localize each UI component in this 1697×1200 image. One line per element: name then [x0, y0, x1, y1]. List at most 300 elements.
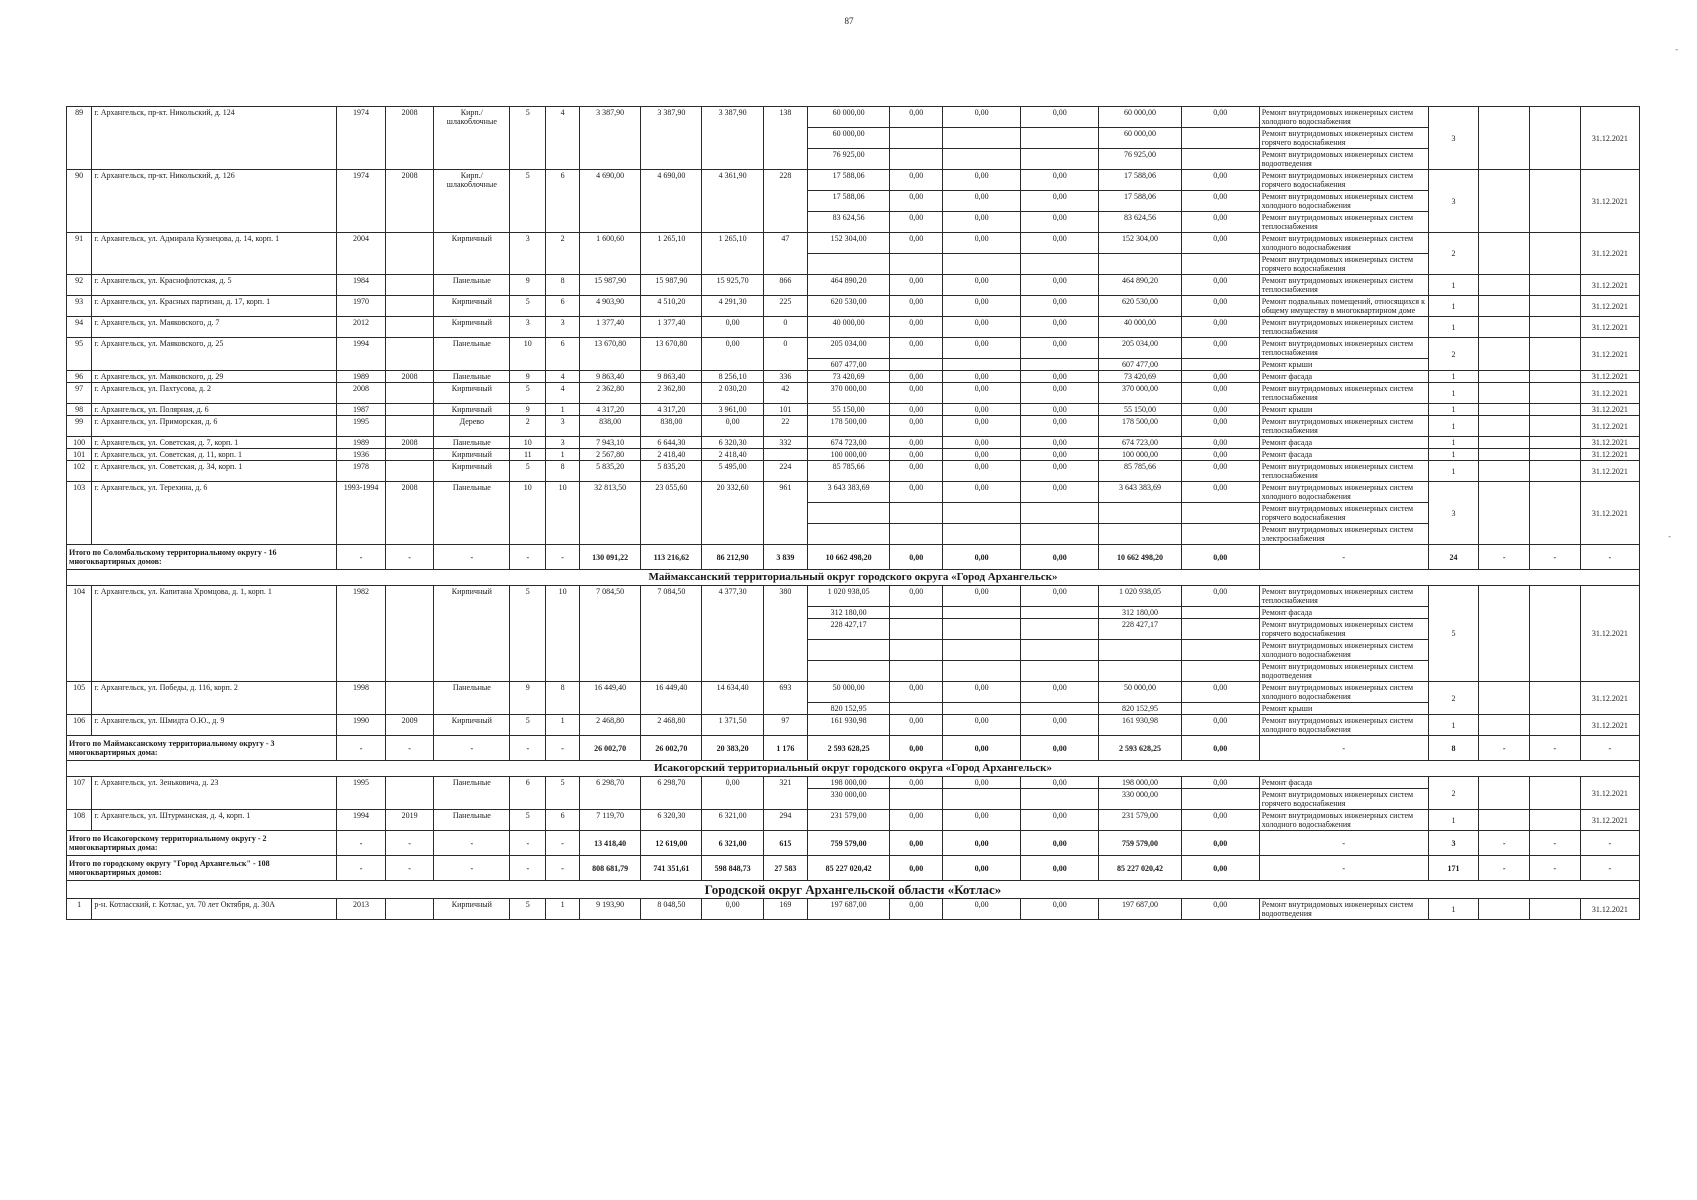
region-cell: 0,00	[943, 856, 1021, 881]
floors-cell: 10	[510, 338, 546, 371]
table-row	[67, 383, 1640, 404]
year-overhaul-cell	[385, 383, 434, 404]
region-cell: 0,00	[943, 191, 1021, 212]
entrances-cell: 4	[546, 383, 580, 404]
other-cell: 0,00	[1181, 404, 1259, 416]
table-row	[67, 715, 1640, 736]
municipal-cell: 0,00	[1021, 899, 1099, 920]
owners-cell: 607 477,00	[1099, 359, 1181, 371]
extra-cell	[1530, 416, 1581, 437]
row-number-cell: 93	[67, 296, 92, 317]
residents-cell: 224	[763, 461, 807, 482]
residents-cell: 1 176	[763, 736, 807, 761]
table-body	[67, 107, 1640, 920]
row-number-cell: 106	[67, 715, 92, 736]
table-row	[67, 777, 1640, 789]
floors-cell: 9	[510, 404, 546, 416]
municipal-cell: 0,00	[1021, 233, 1099, 254]
area-total-cell: 4 690,00	[580, 170, 641, 233]
work-count-cell: 1	[1428, 899, 1479, 920]
work-count-cell: 2	[1428, 233, 1479, 275]
deadline-cell: 31.12.2021	[1580, 810, 1639, 831]
region-cell: 0,00	[943, 449, 1021, 461]
work-count-cell: 5	[1428, 586, 1479, 682]
extra-cell	[1530, 296, 1581, 317]
area-private-cell: 6 320,30	[702, 437, 763, 449]
year-overhaul-cell	[385, 682, 434, 715]
region-cell: 0,00	[943, 212, 1021, 233]
year-built-cell: 1982	[337, 586, 386, 682]
area-private-cell: 3 387,90	[702, 107, 763, 170]
region-cell	[943, 359, 1021, 371]
region-cell: 0,00	[943, 233, 1021, 254]
area-private-cell: 5 495,00	[702, 461, 763, 482]
extra-cell	[1479, 682, 1530, 715]
address-cell: г. Архангельск, ул. Советская, д. 7, корп. 1	[92, 437, 337, 449]
extra-cell	[1530, 107, 1581, 170]
region-cell	[943, 703, 1021, 715]
table-row	[67, 170, 1640, 191]
scan-mark: -	[1675, 45, 1679, 55]
municipal-cell	[1021, 661, 1099, 682]
entrances-cell: 8	[546, 461, 580, 482]
work-count-cell: 1	[1428, 461, 1479, 482]
floors-cell: 5	[510, 586, 546, 682]
table-row	[67, 317, 1640, 338]
total-label-cell: Итого по Исакогорскому территориальному округу - 2 многоквартирных дома:	[67, 831, 337, 856]
work-type-cell: -	[1259, 831, 1428, 856]
row-number-cell: 105	[67, 682, 92, 715]
area-total-cell: 5 835,20	[580, 461, 641, 482]
extra-cell	[1479, 715, 1530, 736]
residents-cell: 47	[763, 233, 807, 275]
work-count-cell: 24	[1428, 545, 1479, 570]
wall-material-cell: Кирпичный	[434, 586, 510, 682]
address-cell: г. Архангельск, ул. Терехина, д. 6	[92, 482, 337, 545]
total-row	[67, 545, 1640, 570]
municipal-cell: 0,00	[1021, 170, 1099, 191]
fund-cell: 0,00	[890, 715, 943, 736]
cost-total-cell: 1 020 938,05	[808, 586, 890, 607]
dash-cell: -	[385, 831, 434, 856]
region-cell: 0,00	[943, 682, 1021, 703]
dash-cell: -	[434, 736, 510, 761]
work-type-cell: Ремонт фасада	[1259, 777, 1428, 789]
extra-cell	[1479, 233, 1530, 275]
region-cell	[943, 607, 1021, 619]
cost-total-cell: 820 152,95	[808, 703, 890, 715]
deadline-cell: 31.12.2021	[1580, 275, 1639, 296]
other-cell: 0,00	[1181, 338, 1259, 359]
deadline-cell: 31.12.2021	[1580, 461, 1639, 482]
year-built-cell: 1936	[337, 449, 386, 461]
municipal-cell: 0,00	[1021, 383, 1099, 404]
year-built-cell: 1998	[337, 682, 386, 715]
extra-cell	[1530, 383, 1581, 404]
address-cell: г. Архангельск, ул. Приморская, д. 6	[92, 416, 337, 437]
extra-cell	[1479, 482, 1530, 545]
entrances-cell: 2	[546, 233, 580, 275]
region-cell: 0,00	[943, 170, 1021, 191]
wall-material-cell: Панельные	[434, 275, 510, 296]
cost-total-cell: 3 643 383,69	[808, 482, 890, 503]
other-cell: 0,00	[1181, 107, 1259, 128]
area-private-cell: 1 265,10	[702, 233, 763, 275]
other-cell	[1181, 503, 1259, 524]
other-cell: 0,00	[1181, 810, 1259, 831]
area-private-cell: 15 925,70	[702, 275, 763, 296]
owners-cell: 820 152,95	[1099, 703, 1181, 715]
cost-total-cell: 17 588,06	[808, 170, 890, 191]
other-cell	[1181, 607, 1259, 619]
work-type-cell: Ремонт внутридомовых инженерных систем горячего водоснабжения	[1259, 789, 1428, 810]
other-cell	[1181, 359, 1259, 371]
area-total-cell: 4 903,90	[580, 296, 641, 317]
region-cell: 0,00	[943, 107, 1021, 128]
owners-cell: 1 020 938,05	[1099, 586, 1181, 607]
entrances-cell: 1	[546, 899, 580, 920]
owners-cell: 231 579,00	[1099, 810, 1181, 831]
work-count-cell: 1	[1428, 449, 1479, 461]
work-type-cell: Ремонт фасада	[1259, 607, 1428, 619]
fund-cell	[890, 254, 943, 275]
cost-total-cell: 40 000,00	[808, 317, 890, 338]
cost-total-cell: 178 500,00	[808, 416, 890, 437]
extra-cell	[1479, 586, 1530, 682]
region-cell: 0,00	[943, 416, 1021, 437]
section-title: Исакогорский территориальный округ городского округа «Город Архангельск»	[67, 761, 1640, 777]
area-residential-cell: 15 987,90	[641, 275, 702, 296]
owners-cell: 197 687,00	[1099, 899, 1181, 920]
dash-cell: -	[546, 856, 580, 881]
wall-material-cell: Кирпичный	[434, 404, 510, 416]
wall-material-cell: Кирпичный	[434, 317, 510, 338]
region-cell: 0,00	[943, 275, 1021, 296]
entrances-cell: 8	[546, 275, 580, 296]
table-row	[67, 233, 1640, 254]
year-overhaul-cell	[385, 586, 434, 682]
work-type-cell: Ремонт внутридомовых инженерных систем горячего водоснабжения	[1259, 619, 1428, 640]
work-type-cell: Ремонт внутридомовых инженерных систем холодного водоснабжения	[1259, 482, 1428, 503]
table-row	[67, 437, 1640, 449]
work-count-cell: 2	[1428, 682, 1479, 715]
wall-material-cell: Кирпичный	[434, 383, 510, 404]
work-count-cell: 1	[1428, 810, 1479, 831]
extra-cell	[1530, 461, 1581, 482]
cost-total-cell: 60 000,00	[808, 128, 890, 149]
wall-material-cell: Панельные	[434, 371, 510, 383]
residents-cell: 225	[763, 296, 807, 317]
work-type-cell: Ремонт внутридомовых инженерных систем теплоснабжения	[1259, 212, 1428, 233]
residents-cell	[763, 449, 807, 461]
fund-cell: 0,00	[890, 212, 943, 233]
table-row	[67, 371, 1640, 383]
municipal-cell: 0,00	[1021, 437, 1099, 449]
year-overhaul-cell	[385, 275, 434, 296]
floors-cell: 5	[510, 810, 546, 831]
fund-cell	[890, 661, 943, 682]
area-residential-cell: 741 351,61	[641, 856, 702, 881]
work-type-cell: Ремонт внутридомовых инженерных систем теплоснабжения	[1259, 338, 1428, 359]
area-residential-cell: 1 377,40	[641, 317, 702, 338]
owners-cell: 40 000,00	[1099, 317, 1181, 338]
owners-cell: 152 304,00	[1099, 233, 1181, 254]
cost-total-cell: 607 477,00	[808, 359, 890, 371]
cost-total-cell: 85 227 020,42	[808, 856, 890, 881]
other-cell	[1181, 789, 1259, 810]
owners-cell: 205 034,00	[1099, 338, 1181, 359]
other-cell: 0,00	[1181, 383, 1259, 404]
cost-total-cell	[808, 503, 890, 524]
area-residential-cell: 13 670,80	[641, 338, 702, 371]
year-built-cell: 2004	[337, 233, 386, 275]
fund-cell: 0,00	[890, 831, 943, 856]
other-cell: 0,00	[1181, 461, 1259, 482]
residents-cell: 0	[763, 317, 807, 338]
region-cell	[943, 619, 1021, 640]
work-type-cell: Ремонт подвальных помещений, относящихся к общему имуществу в многоквартирном доме	[1259, 296, 1428, 317]
area-private-cell: 20 332,60	[702, 482, 763, 545]
owners-cell: 73 420,69	[1099, 371, 1181, 383]
municipal-cell	[1021, 607, 1099, 619]
area-private-cell: 8 256,10	[702, 371, 763, 383]
address-cell: г. Архангельск, ул. Капитана Хромцова, д. 1, корп. 1	[92, 586, 337, 682]
extra-cell	[1530, 449, 1581, 461]
year-overhaul-cell: 2008	[385, 482, 434, 545]
fund-cell: 0,00	[890, 233, 943, 254]
cost-total-cell	[808, 661, 890, 682]
region-cell: 0,00	[943, 482, 1021, 503]
work-type-cell: Ремонт внутридомовых инженерных систем холодного водоснабжения	[1259, 233, 1428, 254]
work-type-cell: Ремонт внутридомовых инженерных систем теплоснабжения	[1259, 275, 1428, 296]
dash-cell: -	[385, 856, 434, 881]
work-count-cell: 1	[1428, 371, 1479, 383]
dash-cell: -	[546, 545, 580, 570]
area-total-cell: 9 193,90	[580, 899, 641, 920]
area-private-cell: 4 361,90	[702, 170, 763, 233]
work-type-cell: Ремонт внутридомовых инженерных систем холодного водоснабжения	[1259, 107, 1428, 128]
page-number: 87	[844, 16, 854, 26]
year-built-cell: 1990	[337, 715, 386, 736]
residents-cell: 332	[763, 437, 807, 449]
fund-cell	[890, 149, 943, 170]
residents-cell: 42	[763, 383, 807, 404]
register-table-wrap	[66, 106, 1640, 920]
work-type-cell: Ремонт фасада	[1259, 371, 1428, 383]
wall-material-cell: Кирпичный	[434, 715, 510, 736]
other-cell: 0,00	[1181, 170, 1259, 191]
fund-cell: 0,00	[890, 899, 943, 920]
cost-total-cell: 76 925,00	[808, 149, 890, 170]
area-private-cell: 86 212,90	[702, 545, 763, 570]
entrances-cell: 6	[546, 338, 580, 371]
municipal-cell: 0,00	[1021, 275, 1099, 296]
area-private-cell: 0,00	[702, 416, 763, 437]
other-cell: 0,00	[1181, 482, 1259, 503]
owners-cell: 178 500,00	[1099, 416, 1181, 437]
year-built-cell: 2012	[337, 317, 386, 338]
other-cell: 0,00	[1181, 856, 1259, 881]
row-number-cell: 95	[67, 338, 92, 371]
fund-cell: 0,00	[890, 404, 943, 416]
dash-cell: -	[1580, 856, 1639, 881]
region-cell	[943, 640, 1021, 661]
cost-total-cell: 2 593 628,25	[808, 736, 890, 761]
address-cell: г. Архангельск, ул. Советская, д. 34, корп. 1	[92, 461, 337, 482]
fund-cell: 0,00	[890, 736, 943, 761]
entrances-cell: 6	[546, 810, 580, 831]
area-total-cell: 7 084,50	[580, 586, 641, 682]
municipal-cell	[1021, 640, 1099, 661]
work-count-cell: 1	[1428, 317, 1479, 338]
row-number-cell: 103	[67, 482, 92, 545]
section-title: Маймаксанский территориальный округ городского округа «Город Архангельск»	[67, 570, 1640, 586]
municipal-cell: 0,00	[1021, 371, 1099, 383]
table-row	[67, 275, 1640, 296]
extra-cell	[1530, 715, 1581, 736]
address-cell: г. Архангельск, ул. Краснофлотская, д. 5	[92, 275, 337, 296]
section-header-row	[67, 881, 1640, 899]
fund-cell	[890, 640, 943, 661]
section-header-row	[67, 761, 1640, 777]
region-cell	[943, 789, 1021, 810]
year-overhaul-cell: 2008	[385, 170, 434, 233]
deadline-cell: 31.12.2021	[1580, 777, 1639, 810]
year-built-cell: 1994	[337, 338, 386, 371]
municipal-cell	[1021, 149, 1099, 170]
region-cell: 0,00	[943, 296, 1021, 317]
address-cell: г. Архангельск, ул. Победы, д. 116, корп. 2	[92, 682, 337, 715]
deadline-cell: 31.12.2021	[1580, 233, 1639, 275]
cost-total-cell: 152 304,00	[808, 233, 890, 254]
extra-cell	[1479, 449, 1530, 461]
dash-cell: -	[1530, 831, 1581, 856]
region-cell	[943, 128, 1021, 149]
area-private-cell: 2 030,20	[702, 383, 763, 404]
work-type-cell: Ремонт внутридомовых инженерных систем горячего водоснабжения	[1259, 170, 1428, 191]
dash-cell: -	[1530, 736, 1581, 761]
work-count-cell: 171	[1428, 856, 1479, 881]
fund-cell: 0,00	[890, 482, 943, 503]
area-residential-cell: 6 298,70	[641, 777, 702, 810]
dash-cell: -	[337, 856, 386, 881]
floors-cell: 9	[510, 275, 546, 296]
work-count-cell: 2	[1428, 777, 1479, 810]
total-row	[67, 736, 1640, 761]
other-cell: 0,00	[1181, 449, 1259, 461]
address-cell: г. Архангельск, пр-кт. Никольский, д. 124	[92, 107, 337, 170]
residents-cell: 22	[763, 416, 807, 437]
residents-cell: 866	[763, 275, 807, 296]
residents-cell: 693	[763, 682, 807, 715]
table-row	[67, 416, 1640, 437]
year-built-cell: 2013	[337, 899, 386, 920]
other-cell: 0,00	[1181, 416, 1259, 437]
owners-cell: 10 662 498,20	[1099, 545, 1181, 570]
residents-cell: 138	[763, 107, 807, 170]
area-private-cell: 1 371,50	[702, 715, 763, 736]
fund-cell	[890, 789, 943, 810]
fund-cell: 0,00	[890, 461, 943, 482]
table-row	[67, 461, 1640, 482]
row-number-cell: 100	[67, 437, 92, 449]
area-total-cell: 4 317,20	[580, 404, 641, 416]
other-cell: 0,00	[1181, 736, 1259, 761]
wall-material-cell: Кирпичный	[434, 449, 510, 461]
cost-total-cell: 197 687,00	[808, 899, 890, 920]
area-total-cell: 16 449,40	[580, 682, 641, 715]
floors-cell: 5	[510, 170, 546, 233]
residents-cell: 3 839	[763, 545, 807, 570]
cost-total-cell: 50 000,00	[808, 682, 890, 703]
deadline-cell: 31.12.2021	[1580, 715, 1639, 736]
wall-material-cell: Панельные	[434, 682, 510, 715]
work-type-cell: Ремонт крыши	[1259, 359, 1428, 371]
owners-cell: 312 180,00	[1099, 607, 1181, 619]
dash-cell: -	[337, 736, 386, 761]
extra-cell	[1479, 338, 1530, 371]
area-private-cell: 598 848,73	[702, 856, 763, 881]
area-total-cell: 808 681,79	[580, 856, 641, 881]
row-number-cell: 91	[67, 233, 92, 275]
owners-cell: 198 000,00	[1099, 777, 1181, 789]
other-cell: 0,00	[1181, 437, 1259, 449]
deadline-cell: 31.12.2021	[1580, 338, 1639, 371]
floors-cell: 10	[510, 482, 546, 545]
fund-cell: 0,00	[890, 191, 943, 212]
address-cell: г. Архангельск, пр-кт. Никольский, д. 126	[92, 170, 337, 233]
year-overhaul-cell	[385, 449, 434, 461]
year-overhaul-cell	[385, 338, 434, 371]
other-cell	[1181, 703, 1259, 715]
row-number-cell: 92	[67, 275, 92, 296]
row-number-cell: 98	[67, 404, 92, 416]
fund-cell: 0,00	[890, 371, 943, 383]
residents-cell: 97	[763, 715, 807, 736]
floors-cell: 10	[510, 437, 546, 449]
work-type-cell: Ремонт фасада	[1259, 449, 1428, 461]
dash-cell: -	[546, 831, 580, 856]
year-built-cell: 1984	[337, 275, 386, 296]
cost-total-cell	[808, 524, 890, 545]
extra-cell	[1530, 777, 1581, 810]
owners-cell	[1099, 524, 1181, 545]
dash-cell: -	[1479, 736, 1530, 761]
municipal-cell: 0,00	[1021, 212, 1099, 233]
municipal-cell	[1021, 619, 1099, 640]
wall-material-cell: Панельные	[434, 482, 510, 545]
cost-total-cell: 60 000,00	[808, 107, 890, 128]
work-count-cell: 2	[1428, 338, 1479, 371]
owners-cell: 228 427,17	[1099, 619, 1181, 640]
year-built-cell: 1995	[337, 416, 386, 437]
municipal-cell	[1021, 359, 1099, 371]
dash-cell: -	[510, 545, 546, 570]
year-built-cell: 1989	[337, 371, 386, 383]
row-number-cell: 99	[67, 416, 92, 437]
work-type-cell: Ремонт внутридомовых инженерных систем электроснабжения	[1259, 524, 1428, 545]
wall-material-cell: Дерево	[434, 416, 510, 437]
fund-cell: 0,00	[890, 449, 943, 461]
other-cell: 0,00	[1181, 777, 1259, 789]
cost-total-cell: 73 420,69	[808, 371, 890, 383]
fund-cell: 0,00	[890, 856, 943, 881]
owners-cell	[1099, 254, 1181, 275]
work-type-cell: Ремонт внутридомовых инженерных систем холодного водоснабжения	[1259, 191, 1428, 212]
region-cell: 0,00	[943, 715, 1021, 736]
area-total-cell: 2 567,80	[580, 449, 641, 461]
entrances-cell: 4	[546, 371, 580, 383]
